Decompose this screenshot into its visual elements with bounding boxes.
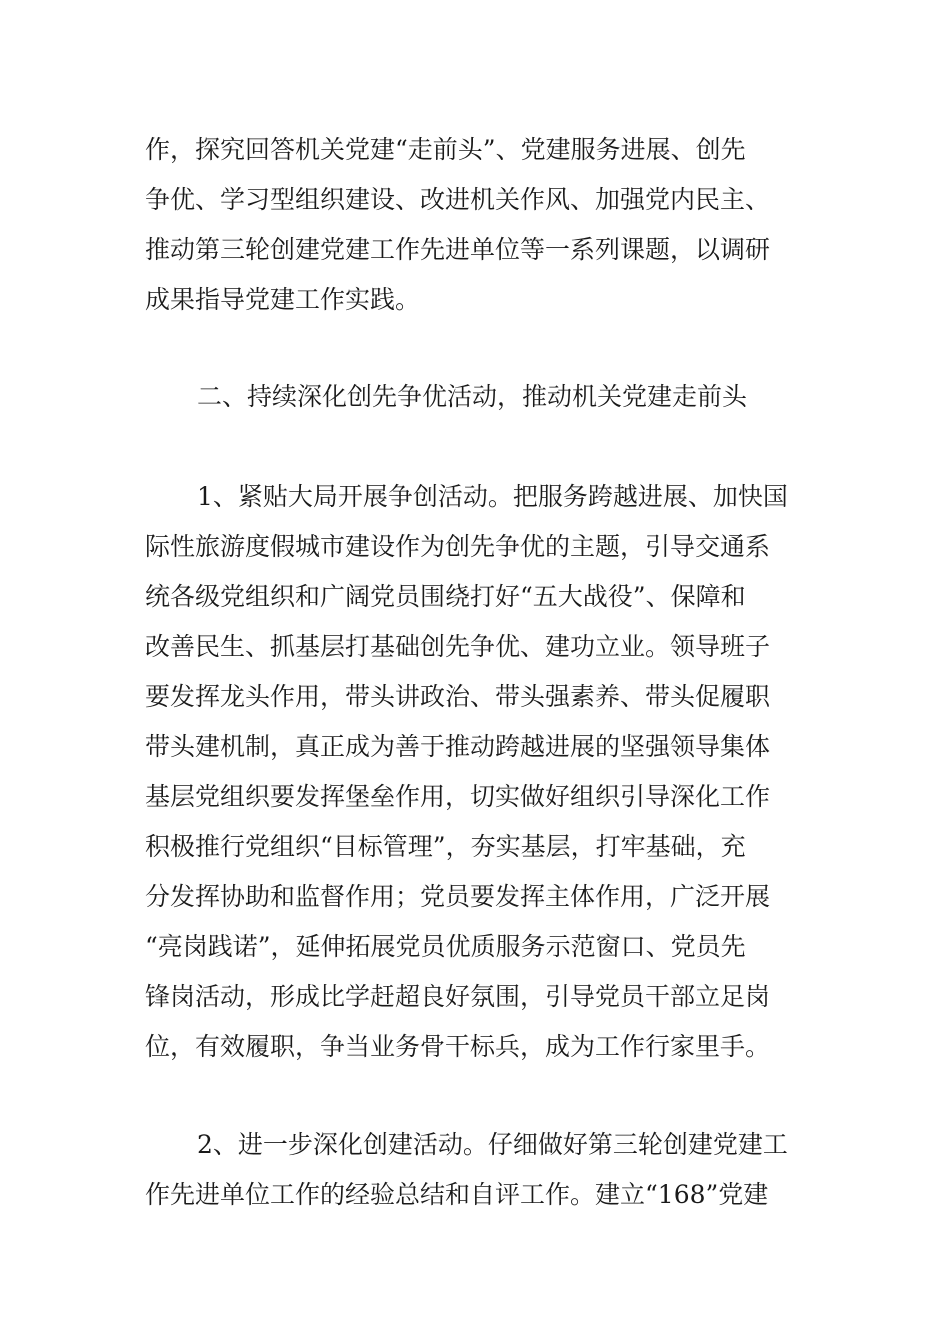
- paragraph-1-line-4: 成果指导党建工作实践。: [145, 285, 421, 314]
- paragraph-2-line-1: 1、紧贴大局开展争创活动。把服务跨越进展、加快国: [197, 482, 788, 511]
- paragraph-2-line-3: 统各级党组织和广阔党员围绕打好“五大战役”、保障和: [145, 582, 746, 611]
- paragraph-2-line-9: 分发挥协助和监督作用；党员要发挥主体作用，广泛开展: [145, 882, 771, 911]
- paragraph-2-line-11: 锋岗活动，形成比学赶超良好氛围，引导党员干部立足岗: [145, 982, 771, 1011]
- paragraph-1-line-3: 推动第三轮创建党建工作先进单位等一系列课题，以调研: [145, 235, 771, 264]
- paragraph-1-line-1: 作，探究回答机关党建“走前头”、党建服务进展、创先: [145, 135, 746, 164]
- paragraph-2-line-5: 要发挥龙头作用，带头讲政治、带头强素养、带头促履职: [145, 682, 771, 711]
- paragraph-2-line-6: 带头建机制，真正成为善于推动跨越进展的坚强领导集体: [145, 732, 771, 761]
- paragraph-2-line-7: 基层党组织要发挥堡垒作用，切实做好组织引导深化工作: [145, 782, 771, 811]
- paragraph-2-line-10: “亮岗践诺”，延伸拓展党员优质服务示范窗口、党员先: [145, 932, 746, 961]
- paragraph-2-line-12: 位，有效履职，争当业务骨干标兵，成为工作行家里手。: [145, 1032, 771, 1061]
- section-heading: 二、持续深化创先争优活动，推动机关党建走前头: [197, 382, 748, 411]
- paragraph-2-line-4: 改善民生、抓基层打基础创先争优、建功立业。领导班子: [145, 632, 771, 661]
- paragraph-2-line-8: 积极推行党组织“目标管理”，夯实基层，打牢基础，充: [145, 832, 746, 861]
- paragraph-2-line-2: 际性旅游度假城市建设作为创先争优的主题，引导交通系: [145, 532, 771, 561]
- paragraph-1-line-2: 争优、学习型组织建设、改进机关作风、加强党内民主、: [145, 185, 771, 214]
- paragraph-3-line-2: 作先进单位工作的经验总结和自评工作。建立“168”党建: [145, 1180, 769, 1209]
- paragraph-3-line-1: 2、进一步深化创建活动。仔细做好第三轮创建党建工: [197, 1130, 788, 1159]
